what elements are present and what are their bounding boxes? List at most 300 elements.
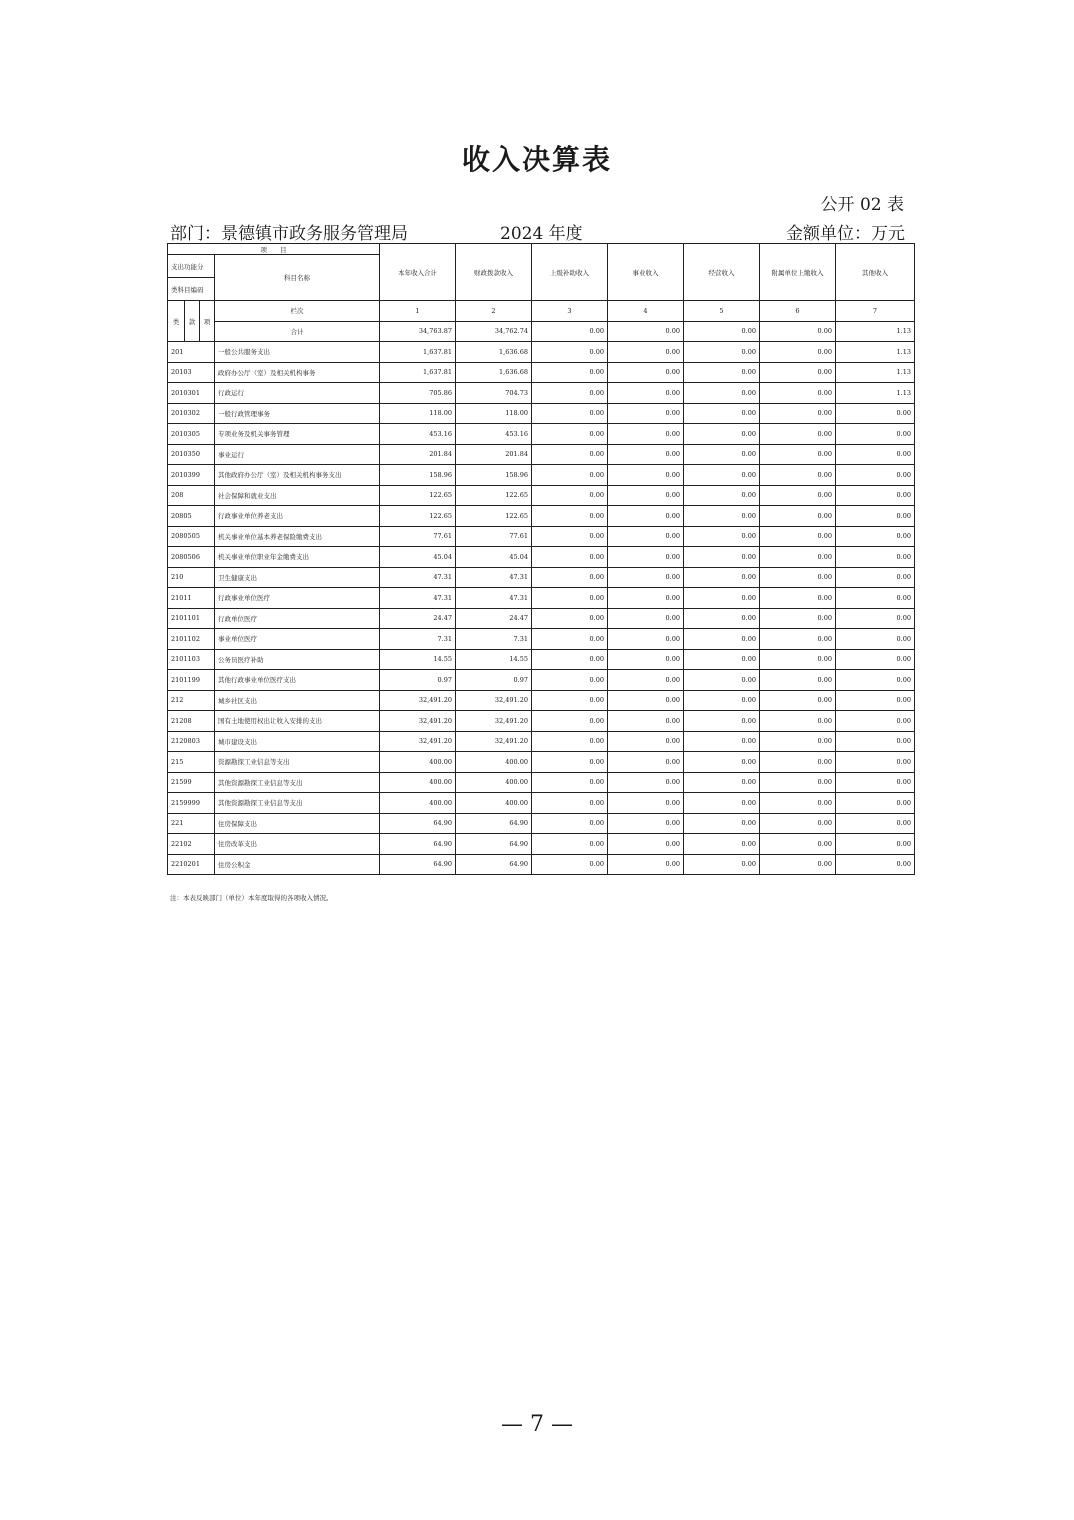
- row-code: 221: [168, 813, 215, 834]
- row-value: 64.90: [456, 834, 532, 855]
- row-value: 0.00: [684, 506, 760, 527]
- row-value: 45.04: [380, 547, 456, 568]
- col-number: 5: [684, 301, 760, 322]
- row-value: 0.00: [836, 526, 915, 547]
- row-value: 14.55: [456, 649, 532, 670]
- col-number: 3: [532, 301, 608, 322]
- row-subject-name: 卫生健康支出: [215, 567, 380, 588]
- row-value: 400.00: [380, 752, 456, 773]
- row-value: 64.90: [380, 813, 456, 834]
- total-value: 0.00: [760, 321, 836, 342]
- row-value: 47.31: [456, 588, 532, 609]
- row-value: 7.31: [380, 629, 456, 650]
- row-value: 158.96: [380, 465, 456, 486]
- row-value: 400.00: [456, 772, 532, 793]
- row-value: 0.00: [532, 752, 608, 773]
- table-row: [168, 670, 915, 691]
- row-code: 21208: [168, 711, 215, 732]
- row-value: 0.00: [760, 649, 836, 670]
- row-value: 0.00: [836, 403, 915, 424]
- row-value: 122.65: [456, 506, 532, 527]
- form-code: 公开 02 表: [820, 195, 904, 215]
- row-value: 47.31: [380, 567, 456, 588]
- table-row: [168, 834, 915, 855]
- row-value: 0.00: [836, 547, 915, 568]
- row-value: 0.00: [532, 547, 608, 568]
- row-value: 0.00: [836, 854, 915, 875]
- row-subject-name: 一般公共服务支出: [215, 342, 380, 363]
- row-code: 201: [168, 342, 215, 363]
- row-value: 0.00: [608, 629, 684, 650]
- row-value: 122.65: [456, 485, 532, 506]
- row-value: 118.00: [380, 403, 456, 424]
- row-value: 0.00: [684, 588, 760, 609]
- row-value: 24.47: [456, 608, 532, 629]
- row-value: 0.00: [760, 711, 836, 732]
- total-row: [168, 321, 915, 342]
- row-value: 0.00: [760, 752, 836, 773]
- total-value: 34,763.87: [380, 321, 456, 342]
- lei-header: 类: [168, 301, 185, 342]
- table-row: [168, 547, 915, 568]
- row-value: 0.00: [836, 793, 915, 814]
- row-value: 0.00: [836, 670, 915, 691]
- row-value: 32,491.20: [380, 711, 456, 732]
- row-code: 2120803: [168, 731, 215, 752]
- row-value: 400.00: [456, 793, 532, 814]
- row-subject-name: 住房公积金: [215, 854, 380, 875]
- row-value: 0.00: [684, 608, 760, 629]
- col-number: 4: [608, 301, 684, 322]
- table-row: [168, 424, 915, 445]
- table-row: [168, 793, 915, 814]
- total-value: 0.00: [532, 321, 608, 342]
- row-value: 0.00: [684, 342, 760, 363]
- row-value: 453.16: [456, 424, 532, 445]
- project-header: 项 目: [168, 244, 380, 255]
- row-value: 0.00: [532, 793, 608, 814]
- row-value: 0.00: [532, 711, 608, 732]
- total-value: 0.00: [684, 321, 760, 342]
- row-value: 32,491.20: [380, 731, 456, 752]
- lanci-header: 栏次: [215, 301, 380, 322]
- col-header-5: 经营收入: [684, 244, 760, 301]
- row-value: 0.00: [760, 506, 836, 527]
- total-value: 34,762.74: [456, 321, 532, 342]
- code-group-header-line2: 类科目编码: [168, 278, 215, 301]
- row-value: 0.00: [532, 834, 608, 855]
- table-row: [168, 772, 915, 793]
- row-value: 0.00: [836, 752, 915, 773]
- row-value: 0.00: [836, 834, 915, 855]
- page-title: 收入决算表: [461, 143, 612, 176]
- row-subject-name: 其他政府办公厅（室）及相关机构事务支出: [215, 465, 380, 486]
- row-value: 0.00: [608, 731, 684, 752]
- row-code: 21011: [168, 588, 215, 609]
- row-value: 0.00: [760, 608, 836, 629]
- row-value: 201.84: [456, 444, 532, 465]
- row-code: 212: [168, 690, 215, 711]
- col-number: 2: [456, 301, 532, 322]
- income-table: [167, 243, 915, 875]
- row-subject-name: 公务员医疗补助: [215, 649, 380, 670]
- code-group-header-line1: 支出功能分: [168, 255, 215, 278]
- row-value: 0.00: [684, 690, 760, 711]
- row-value: 0.00: [760, 342, 836, 363]
- row-value: 0.00: [836, 649, 915, 670]
- row-value: 0.00: [608, 752, 684, 773]
- row-value: 0.00: [532, 854, 608, 875]
- row-value: 0.00: [760, 670, 836, 691]
- row-code: 22102: [168, 834, 215, 855]
- row-value: 705.86: [380, 383, 456, 404]
- row-subject-name: 其他行政事业单位医疗支出: [215, 670, 380, 691]
- table-row: [168, 690, 915, 711]
- row-value: 704.73: [456, 383, 532, 404]
- row-value: 0.00: [608, 444, 684, 465]
- total-value: 0.00: [608, 321, 684, 342]
- table-row: [168, 465, 915, 486]
- row-value: 0.00: [760, 526, 836, 547]
- row-value: 0.00: [684, 567, 760, 588]
- row-value: 32,491.20: [456, 711, 532, 732]
- total-label: 合计: [215, 321, 380, 342]
- row-value: 0.00: [760, 834, 836, 855]
- table-row: [168, 342, 915, 363]
- row-value: 0.00: [608, 588, 684, 609]
- row-value: 0.00: [836, 506, 915, 527]
- year-label: 2024 年度: [500, 224, 583, 244]
- col-header-7: 其他收入: [836, 244, 915, 301]
- department-label: 部门：景德镇市政务服务管理局: [170, 224, 408, 244]
- row-value: 0.00: [760, 629, 836, 650]
- table-row: [168, 526, 915, 547]
- row-value: 201.84: [380, 444, 456, 465]
- row-subject-name: 其他资源勘探工业信息等支出: [215, 793, 380, 814]
- row-value: 453.16: [380, 424, 456, 445]
- row-value: 0.00: [760, 772, 836, 793]
- row-value: 32,491.20: [456, 731, 532, 752]
- row-value: 0.00: [684, 629, 760, 650]
- row-subject-name: 城市建设支出: [215, 731, 380, 752]
- row-value: 0.00: [532, 813, 608, 834]
- table-row: [168, 362, 915, 383]
- unit-label: 金额单位：万元: [786, 224, 905, 244]
- table-row: [168, 813, 915, 834]
- col-header-3: 上级补助收入: [532, 244, 608, 301]
- row-value: 0.00: [760, 485, 836, 506]
- row-value: 0.00: [608, 465, 684, 486]
- row-value: 0.00: [836, 731, 915, 752]
- row-value: 0.00: [532, 567, 608, 588]
- table-row: [168, 506, 915, 527]
- row-code: 2080505: [168, 526, 215, 547]
- row-subject-name: 行政事业单位医疗: [215, 588, 380, 609]
- subject-name-header: 科目名称: [215, 255, 380, 301]
- row-value: 0.00: [836, 629, 915, 650]
- row-value: 0.00: [608, 547, 684, 568]
- row-value: 1,637.81: [380, 362, 456, 383]
- row-value: 0.00: [684, 362, 760, 383]
- row-value: 0.00: [760, 424, 836, 445]
- row-code: 2101101: [168, 608, 215, 629]
- row-value: 0.00: [608, 813, 684, 834]
- row-value: 64.90: [380, 854, 456, 875]
- row-value: 0.00: [608, 567, 684, 588]
- table-row: [168, 854, 915, 875]
- row-value: 0.97: [456, 670, 532, 691]
- table-row: [168, 383, 915, 404]
- row-value: 0.00: [684, 854, 760, 875]
- table-row: [168, 403, 915, 424]
- row-value: 0.00: [608, 711, 684, 732]
- meta-row: [170, 219, 905, 244]
- row-value: 400.00: [380, 793, 456, 814]
- row-value: 77.61: [380, 526, 456, 547]
- row-value: 0.00: [608, 383, 684, 404]
- row-value: 0.00: [836, 690, 915, 711]
- row-value: 0.00: [760, 383, 836, 404]
- row-code: 21599: [168, 772, 215, 793]
- row-subject-name: 一般行政管理事务: [215, 403, 380, 424]
- row-subject-name: 机关事业单位基本养老保险缴费支出: [215, 526, 380, 547]
- row-value: 64.90: [456, 854, 532, 875]
- row-value: 0.00: [836, 588, 915, 609]
- row-value: 0.00: [684, 444, 760, 465]
- row-value: 0.00: [836, 772, 915, 793]
- row-value: 0.00: [608, 506, 684, 527]
- row-code: 2010350: [168, 444, 215, 465]
- row-value: 0.00: [532, 444, 608, 465]
- xiang-header: 项: [200, 301, 215, 342]
- row-code: 20103: [168, 362, 215, 383]
- row-code: 208: [168, 485, 215, 506]
- row-value: 1.13: [836, 342, 915, 363]
- row-value: 0.00: [532, 629, 608, 650]
- row-subject-name: 住房保障支出: [215, 813, 380, 834]
- row-subject-name: 行政单位医疗: [215, 608, 380, 629]
- row-value: 7.31: [456, 629, 532, 650]
- col-header-6: 附属单位上缴收入: [760, 244, 836, 301]
- row-value: 400.00: [456, 752, 532, 773]
- row-value: 24.47: [380, 608, 456, 629]
- row-value: 1,636.68: [456, 362, 532, 383]
- row-value: 118.00: [456, 403, 532, 424]
- table-row: [168, 711, 915, 732]
- row-value: 0.00: [684, 793, 760, 814]
- row-value: 0.97: [380, 670, 456, 691]
- row-value: 122.65: [380, 506, 456, 527]
- row-value: 64.90: [380, 834, 456, 855]
- row-value: 0.00: [760, 362, 836, 383]
- row-value: 0.00: [760, 567, 836, 588]
- row-value: 0.00: [608, 608, 684, 629]
- table-row: [168, 752, 915, 773]
- row-value: 0.00: [608, 772, 684, 793]
- kuan-header: 款: [185, 301, 200, 342]
- row-value: 0.00: [608, 362, 684, 383]
- row-value: 0.00: [608, 424, 684, 445]
- row-value: 1.13: [836, 383, 915, 404]
- row-code: 2010305: [168, 424, 215, 445]
- table-row: [168, 629, 915, 650]
- row-value: 0.00: [532, 588, 608, 609]
- row-value: 1,636.68: [456, 342, 532, 363]
- row-code: 2101102: [168, 629, 215, 650]
- row-code: 2010302: [168, 403, 215, 424]
- row-value: 0.00: [760, 731, 836, 752]
- row-subject-name: 国有土地使用权出让收入安排的支出: [215, 711, 380, 732]
- row-value: 0.00: [608, 793, 684, 814]
- row-value: 0.00: [836, 485, 915, 506]
- row-code: 2080506: [168, 547, 215, 568]
- row-code: 210: [168, 567, 215, 588]
- col-header-1: 本年收入合计: [380, 244, 456, 301]
- row-value: 0.00: [684, 752, 760, 773]
- row-value: 1,637.81: [380, 342, 456, 363]
- row-value: 0.00: [684, 649, 760, 670]
- row-value: 0.00: [836, 465, 915, 486]
- table-row: [168, 567, 915, 588]
- header-row-lanci: [168, 301, 915, 322]
- row-value: 0.00: [532, 649, 608, 670]
- row-value: 0.00: [532, 383, 608, 404]
- row-code: 215: [168, 752, 215, 773]
- row-subject-name: 专项业务及机关事务管理: [215, 424, 380, 445]
- row-value: 0.00: [532, 526, 608, 547]
- row-value: 0.00: [836, 424, 915, 445]
- row-value: 0.00: [608, 526, 684, 547]
- row-value: 0.00: [684, 526, 760, 547]
- row-value: 0.00: [532, 465, 608, 486]
- row-subject-name: 机关事业单位职业年金缴费支出: [215, 547, 380, 568]
- row-value: 0.00: [760, 547, 836, 568]
- row-subject-name: 政府办公厅（室）及相关机构事务: [215, 362, 380, 383]
- row-value: 0.00: [836, 608, 915, 629]
- table-row: [168, 731, 915, 752]
- row-value: 0.00: [532, 608, 608, 629]
- row-value: 64.90: [456, 813, 532, 834]
- row-value: 45.04: [456, 547, 532, 568]
- row-value: 0.00: [684, 403, 760, 424]
- row-value: 0.00: [608, 854, 684, 875]
- table-row: [168, 608, 915, 629]
- row-value: 0.00: [684, 711, 760, 732]
- row-subject-name: 事业运行: [215, 444, 380, 465]
- row-value: 0.00: [684, 547, 760, 568]
- row-subject-name: 资源勘探工业信息等支出: [215, 752, 380, 773]
- row-subject-name: 其他资源勘探工业信息等支出: [215, 772, 380, 793]
- row-subject-name: 事业单位医疗: [215, 629, 380, 650]
- row-value: 77.61: [456, 526, 532, 547]
- row-code: 2010399: [168, 465, 215, 486]
- row-value: 122.65: [380, 485, 456, 506]
- row-value: 47.31: [456, 567, 532, 588]
- row-value: 0.00: [760, 813, 836, 834]
- row-value: 0.00: [532, 403, 608, 424]
- row-value: 1.13: [836, 362, 915, 383]
- col-number: 1: [380, 301, 456, 322]
- row-value: 0.00: [532, 485, 608, 506]
- row-value: 32,491.20: [380, 690, 456, 711]
- row-subject-name: 社会保障和就业支出: [215, 485, 380, 506]
- row-value: 0.00: [532, 690, 608, 711]
- row-value: 14.55: [380, 649, 456, 670]
- row-value: 0.00: [760, 793, 836, 814]
- row-value: 0.00: [608, 403, 684, 424]
- page-number: — 7 —: [501, 1412, 573, 1437]
- row-subject-name: 行政事业单位养老支出: [215, 506, 380, 527]
- row-value: 0.00: [532, 731, 608, 752]
- row-value: 0.00: [684, 465, 760, 486]
- row-code: 2210201: [168, 854, 215, 875]
- row-value: 0.00: [532, 342, 608, 363]
- row-code: 2010301: [168, 383, 215, 404]
- row-value: 0.00: [608, 670, 684, 691]
- col-number: 6: [760, 301, 836, 322]
- row-value: 0.00: [532, 506, 608, 527]
- row-value: 0.00: [760, 465, 836, 486]
- row-value: 0.00: [608, 342, 684, 363]
- table-row: [168, 649, 915, 670]
- row-code: 20805: [168, 506, 215, 527]
- row-value: 0.00: [760, 403, 836, 424]
- row-subject-name: 行政运行: [215, 383, 380, 404]
- row-value: 0.00: [684, 485, 760, 506]
- total-value: 1.13: [836, 321, 915, 342]
- row-value: 0.00: [684, 731, 760, 752]
- row-value: 158.96: [456, 465, 532, 486]
- row-value: 0.00: [760, 588, 836, 609]
- table-row: [168, 588, 915, 609]
- row-value: 0.00: [608, 834, 684, 855]
- row-value: 0.00: [760, 444, 836, 465]
- row-value: 0.00: [608, 485, 684, 506]
- row-value: 400.00: [380, 772, 456, 793]
- row-value: 0.00: [532, 670, 608, 691]
- row-value: 0.00: [532, 362, 608, 383]
- row-value: 0.00: [836, 813, 915, 834]
- row-value: 0.00: [532, 772, 608, 793]
- row-value: 0.00: [608, 690, 684, 711]
- col-header-4: 事业收入: [608, 244, 684, 301]
- row-value: 0.00: [760, 854, 836, 875]
- row-code: 2101199: [168, 670, 215, 691]
- row-value: 0.00: [684, 813, 760, 834]
- row-value: 47.31: [380, 588, 456, 609]
- col-header-2: 财政拨款收入: [456, 244, 532, 301]
- row-value: 0.00: [836, 711, 915, 732]
- row-value: 0.00: [684, 424, 760, 445]
- row-code: 2101103: [168, 649, 215, 670]
- row-value: 0.00: [684, 834, 760, 855]
- row-value: 0.00: [760, 690, 836, 711]
- header-row-project: [168, 244, 915, 255]
- table-note: 注：本表反映部门（单位）本年度取得的各项收入情况。: [170, 894, 333, 902]
- row-value: 0.00: [532, 424, 608, 445]
- row-subject-name: 城乡社区支出: [215, 690, 380, 711]
- row-value: 0.00: [684, 383, 760, 404]
- row-value: 0.00: [836, 444, 915, 465]
- row-code: 2159999: [168, 793, 215, 814]
- row-value: 0.00: [836, 567, 915, 588]
- row-value: 0.00: [684, 772, 760, 793]
- table-row: [168, 444, 915, 465]
- row-subject-name: 住房改革支出: [215, 834, 380, 855]
- row-value: 0.00: [608, 649, 684, 670]
- col-number: 7: [836, 301, 915, 322]
- row-value: 32,491.20: [456, 690, 532, 711]
